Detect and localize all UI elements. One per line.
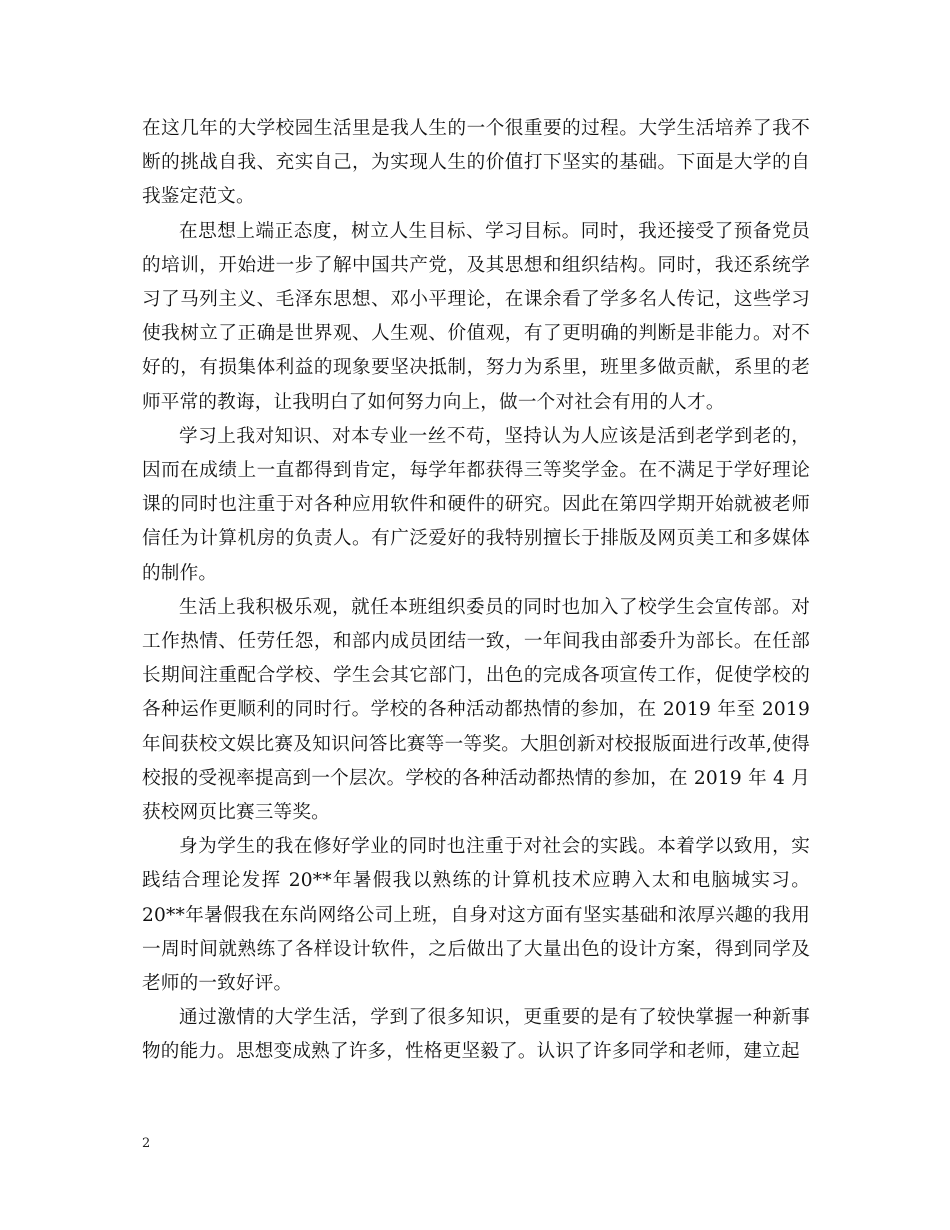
paragraph-life: 生活上我积极乐观，就任本班组织委员的同时也加入了校学生会宣传部。对工作热情、任劳任怨，和部内成员团结一致，一年间我由部委升为部长。在任部长期间注重配合学校、学生会其它部门，出色的完成各项宣传工作，促使学校的各种运作更顺利的同时行。学校的各种活动都热情的参加，在 2019 年至 2019 年间获校文娱比赛及知识问答比赛等一等奖。大胆创新对校报版面进行改革,使得校报的受视率提高到一个层次。学校的各种活动都热情的参加，在 2019 年 4 月获校网页比赛三等奖。 [142,596,810,824]
paragraph-study: 学习上我对知识、对本专业一丝不苟，坚持认为人应该是活到老学到老的，因而在成绩上一直都得到肯定，每学年都获得三等奖学金。在不满足于学好理论课的同时也注重于对各种应用软件和硬件的研究。因此在第四学期开始就被老师信任为计算机房的负责人。有广泛爱好的我特别擅长于排版及网页美工和多媒体的制作。 [142,425,810,584]
page-number: 2 [142,1136,151,1151]
document-body [142,112,810,1070]
paragraph-thought: 在思想上端正态度，树立人生目标、学习目标。同时，我还接受了预备党员的培训，开始进一步了解中国共产党，及其思想和组织结构。同时，我还系统学习了马列主义、毛泽东思想、邓小平理论，在课余看了学多名人传记，这些学习使我树立了正确是世界观、人生观、价值观，有了更明确的判断是非能力。对不好的，有损集体利益的现象要坚决抵制，努力为系里，班里多做贡献，系里的老师平常的教诲，让我明白了如何努力向上，做一个对社会有用的人才。 [142,220,810,413]
paragraph-practice: 身为学生的我在修好学业的同时也注重于对社会的实践。本着学以致用，实践结合理论发挥 20**年暑假我以熟练的计算机技术应聘入太和电脑城实习。20**年暑假我在东尚网络公司上班，自身对这方面有坚实基础和浓厚兴趣的我用一周时间就熟练了各样设计软件，之后做出了大量出色的设计方案，得到同学及老师的一致好评。 [142,836,810,995]
paragraph-summary: 通过激情的大学生活，学到了很多知识，更重要的是有了较快掌握一种新事物的能力。思想变成熟了许多，性格更坚毅了。认识了许多同学和老师，建立起 [142,1007,810,1063]
paragraph-intro: 在这几年的大学校园生活里是我人生的一个很重要的过程。大学生活培养了我不断的挑战自我、充实自己，为实现人生的价值打下坚实的基础。下面是大学的自我鉴定范文。 [142,118,810,208]
